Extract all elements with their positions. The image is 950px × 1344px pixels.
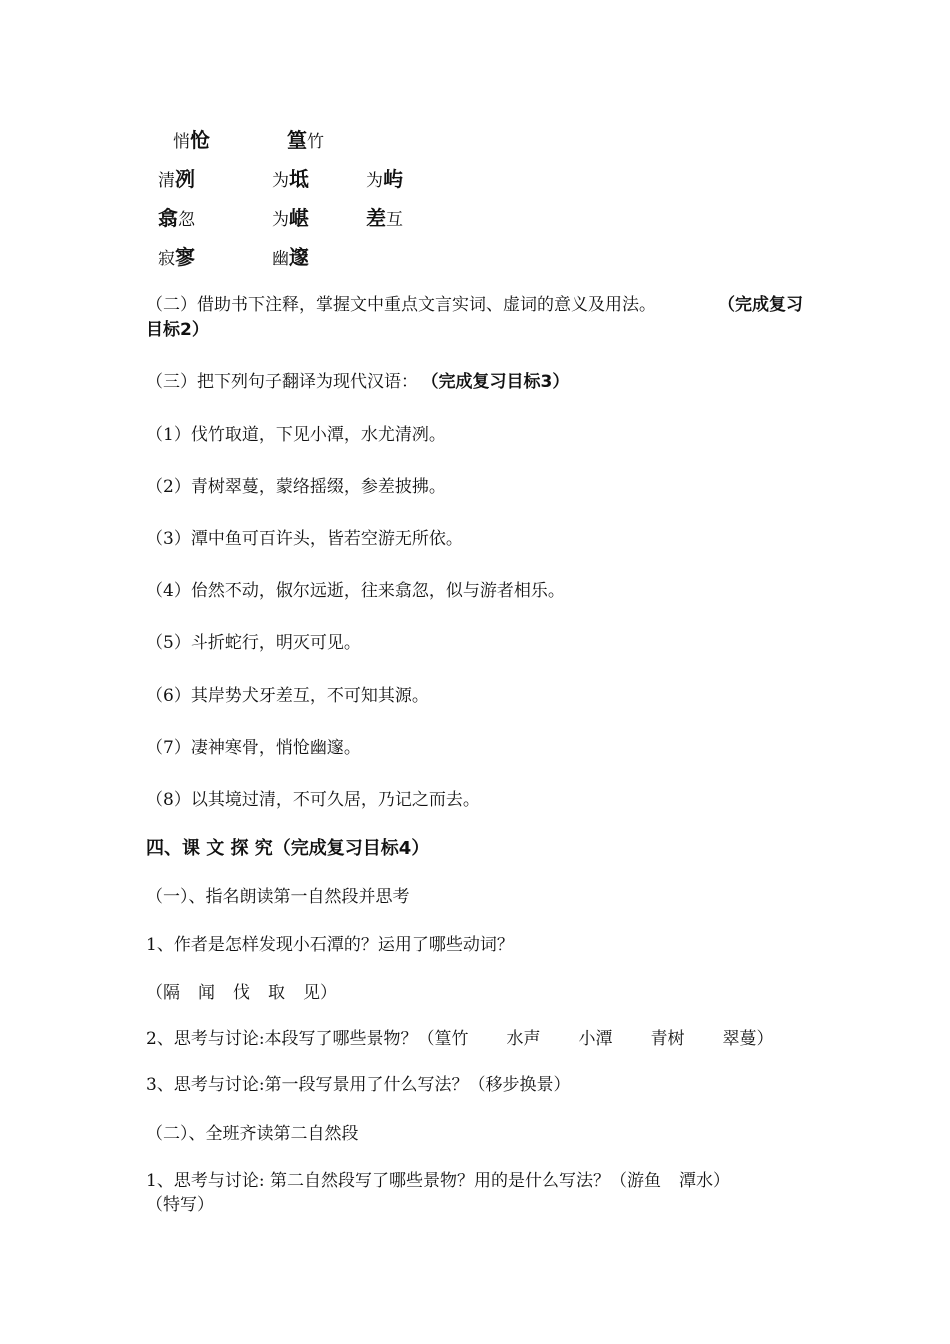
sentence-2: （2）青树翠蔓，蒙络摇缀，参差披拂。 <box>146 477 446 497</box>
vocab-word <box>158 202 195 231</box>
part-2-title: （二）、全班齐读第二自然段 <box>146 1124 359 1144</box>
question-2-text: 2、思考与讨论:本段写了哪些景物？（篁竹 <box>146 1029 469 1049</box>
answer-1-word: （隔 <box>146 983 180 1003</box>
vocab-char-bold: 邃 <box>289 245 309 269</box>
question-2-item: 水声 <box>506 1029 541 1049</box>
sentence-3: （3）潭中鱼可百许头，皆若空游无所依。 <box>146 529 463 549</box>
vocab-word <box>366 202 403 231</box>
vocab-char: 互 <box>386 210 403 230</box>
answer-1-word: 见） <box>303 983 337 1003</box>
question-4-line2: （特写） <box>146 1195 214 1215</box>
section-3-line <box>146 370 569 394</box>
vocab-char-bold: 寥 <box>175 245 195 269</box>
vocab-char-bold: 差 <box>366 206 386 230</box>
sentence-1: （1）伐竹取道，下见小潭，水尤清冽。 <box>146 425 446 445</box>
vocab-word <box>158 241 195 270</box>
question-4-tail: 潭水） <box>678 1171 730 1191</box>
sentence-4: （4）佁然不动，俶尔远逝，往来翕忽，似与游者相乐。 <box>146 581 565 601</box>
vocab-char-bold: 冽 <box>175 167 195 191</box>
answer-1-word: 闻 <box>198 983 215 1003</box>
vocab-word <box>158 163 195 192</box>
sentence-5: （5）斗折蛇行，明灭可见。 <box>146 633 361 653</box>
sentence-7: （7）凄神寒骨，悄怆幽邃。 <box>146 738 361 758</box>
question-4 <box>146 1169 730 1193</box>
vocab-char: 寂 <box>158 249 175 269</box>
vocab-char: 清 <box>158 171 175 191</box>
question-4-text: 1、思考与讨论: 第二自然段写了哪些景物？用的是什么写法？（游鱼 <box>146 1171 661 1191</box>
vocab-char: 幽 <box>272 249 289 269</box>
vocab-char-bold: 怆 <box>190 128 210 152</box>
vocab-word <box>272 202 309 231</box>
vocab-char-bold: 篁 <box>287 128 307 152</box>
vocab-char: 为 <box>272 171 289 191</box>
vocab-char-bold: 坻 <box>289 167 309 191</box>
vocab-char: 悄 <box>173 132 190 152</box>
question-1: 1、作者是怎样发现小石潭的？运用了哪些动词？ <box>146 935 514 955</box>
section-3-text: （三）把下列句子翻译为现代汉语： <box>146 372 418 392</box>
question-2-item: 青树 <box>650 1029 685 1049</box>
section-2-text: （二）借助书下注释，掌握文中重点文言实词、虚词的意义及用法。 <box>146 295 656 315</box>
vocab-char-bold: 嵁 <box>289 206 309 230</box>
section-4-heading: 四、课 文 探 究（完成复习目标4） <box>146 838 430 859</box>
vocab-word <box>287 124 324 153</box>
section-3-goal: （完成复习目标3） <box>430 372 570 392</box>
question-2-item: 小潭 <box>578 1029 613 1049</box>
sentence-6: （6）其岸势犬牙差互，不可知其源。 <box>146 686 429 706</box>
answer-1 <box>146 981 337 1005</box>
answer-1-word: 伐 <box>233 983 250 1003</box>
sentence-8: （8）以其境过清，不可久居，乃记之而去。 <box>146 790 480 810</box>
vocab-word <box>366 163 403 192</box>
question-2 <box>146 1027 774 1051</box>
answer-1-word: 取 <box>268 983 285 1003</box>
vocab-char: 为 <box>366 171 383 191</box>
vocab-char-bold: 翕 <box>158 206 178 230</box>
vocab-char: 为 <box>272 210 289 230</box>
vocab-word <box>173 124 210 153</box>
vocab-char: 竹 <box>307 132 324 152</box>
section-2-line1 <box>146 293 656 317</box>
vocab-char-bold: 屿 <box>383 167 403 191</box>
vocab-word <box>272 163 309 192</box>
section-2-goal-cont: 目标2） <box>146 320 209 340</box>
part-1-title: （一）、指名朗读第一自然段并思考 <box>146 887 410 907</box>
question-2-item: 翠蔓） <box>722 1029 774 1049</box>
section-2-goal: （完成复习 <box>718 295 803 315</box>
vocab-word <box>272 241 309 270</box>
vocab-char: 忽 <box>178 210 195 230</box>
question-3: 3、思考与讨论:第一段写景用了什么写法？（移步换景） <box>146 1075 571 1095</box>
